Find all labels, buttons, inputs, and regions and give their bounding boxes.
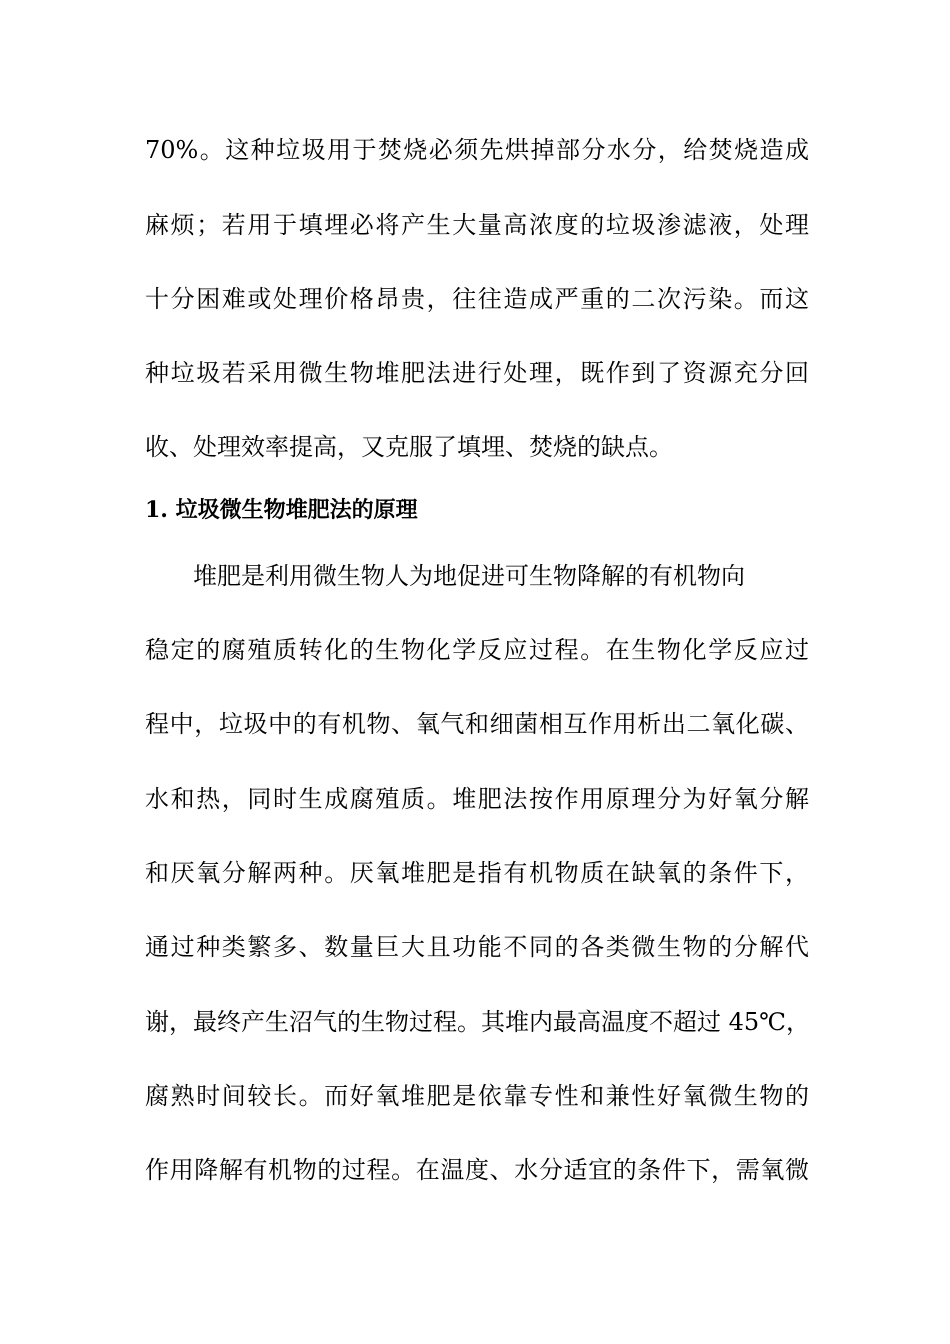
paragraph-line: 和厌氧分解两种。厌氧堆肥是指有机物质在缺氧的条件下，: [145, 859, 809, 887]
paragraph-line: 作用降解有机物的过程。在温度、水分适宜的条件下，需氧微: [145, 1156, 809, 1184]
paragraph-line: 种垃圾若采用微生物堆肥法进行处理，既作到了资源充分回: [145, 359, 809, 387]
paragraph-line: 程中，垃圾中的有机物、氧气和细菌相互作用析出二氧化碳、: [145, 710, 809, 738]
paragraph-line: 十分困难或处理价格昂贵，往往造成严重的二次污染。而这: [145, 285, 809, 313]
paragraph-line: 通过种类繁多、数量巨大且功能不同的各类微生物的分解代: [145, 933, 809, 961]
paragraph-line: 70%。这种垃圾用于焚烧必须先烘掉部分水分，给焚烧造成: [145, 136, 809, 164]
paragraph-line: 收、处理效率提高，又克服了填埋、焚烧的缺点。: [145, 433, 673, 461]
paragraph-line: 谢，最终产生沼气的生物过程。其堆内最高温度不超过 45℃，: [145, 1008, 811, 1036]
paragraph-line: 稳定的腐殖质转化的生物化学反应过程。在生物化学反应过: [145, 636, 809, 664]
paragraph-line: 麻烦；若用于填埋必将产生大量高浓度的垃圾渗滤液，处理: [145, 211, 809, 239]
paragraph-line: 水和热，同时生成腐殖质。堆肥法按作用原理分为好氧分解: [145, 785, 809, 813]
paragraph-line: 腐熟时间较长。而好氧堆肥是依靠专性和兼性好氧微生物的: [145, 1082, 809, 1110]
paragraph-line: 堆肥是利用微生物人为地促进可生物降解的有机物向: [193, 562, 745, 590]
section-heading: 1. 垃圾微生物堆肥法的原理: [145, 497, 418, 523]
